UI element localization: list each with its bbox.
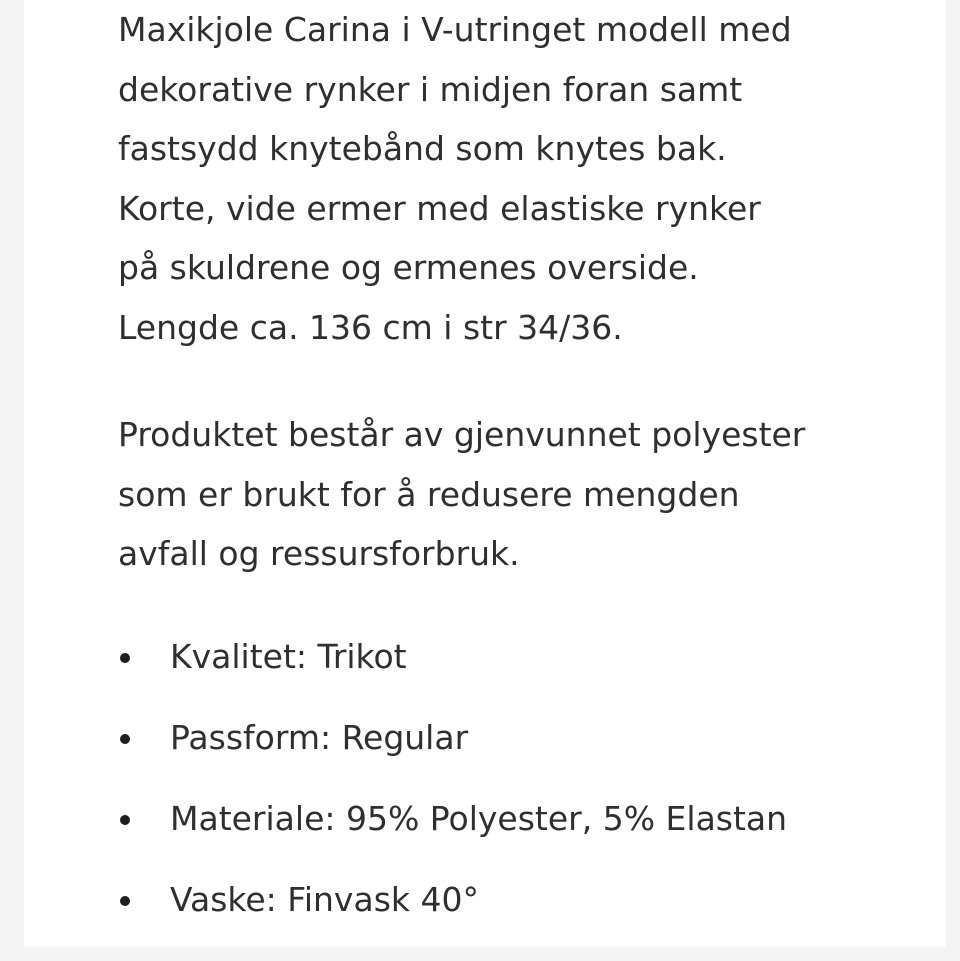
product-description-panel xyxy=(24,0,946,947)
bullet-icon xyxy=(120,896,130,906)
description-line: Produktet består av gjenvunnet polyester xyxy=(118,415,806,454)
description-line: Korte, vide ermer med elastiske rynker xyxy=(118,188,761,228)
description-line: på skuldrene og ermenes overside. xyxy=(118,248,699,287)
description-line: avfall og ressursforbruk. xyxy=(118,534,520,573)
feature-text: Materiale: 95% Polyester, 5% Elastan xyxy=(170,798,788,838)
description-paragraph-2 xyxy=(118,405,918,584)
description-line: fastsydd knytebånd som knytes bak. xyxy=(118,129,727,168)
feature-item-quality xyxy=(118,637,918,677)
feature-text: Passform: Regular xyxy=(170,717,469,757)
bullet-icon xyxy=(120,653,130,663)
description-line: dekorative rynker i midjen foran samt xyxy=(118,69,743,109)
description-line: som er brukt for å redusere mengden xyxy=(118,474,740,514)
product-description xyxy=(118,0,918,961)
feature-item-material xyxy=(118,799,918,839)
feature-list xyxy=(118,637,918,920)
description-line: Maxikjole Carina i V-utringet modell med xyxy=(118,10,792,49)
feature-text: Kvalitet: Trikot xyxy=(170,636,407,676)
description-paragraph-1 xyxy=(118,0,918,357)
bullet-icon xyxy=(120,815,130,825)
bullet-icon xyxy=(120,734,130,744)
description-line: Lengde ca. 136 cm i str 34/36. xyxy=(118,307,623,347)
feature-item-fit xyxy=(118,718,918,758)
feature-item-wash xyxy=(118,880,918,920)
feature-text: Vaske: Finvask 40° xyxy=(170,879,479,919)
